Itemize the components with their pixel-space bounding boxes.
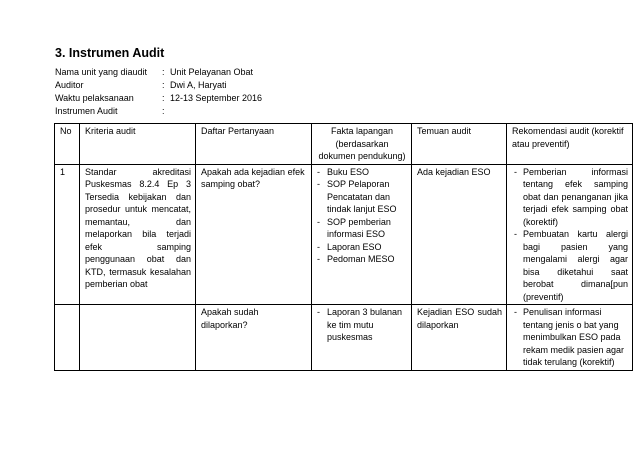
cell-fakta xyxy=(312,305,412,371)
cell-temuan: Kejadian ESO sudah dilaporkan xyxy=(412,305,507,371)
table-row xyxy=(55,305,633,371)
meta-colon: : xyxy=(162,93,165,103)
list-item: - Pedoman MESO xyxy=(317,253,407,266)
list-item: - Buku ESO xyxy=(317,166,407,179)
meta-row-auditor xyxy=(55,79,262,92)
meta-row-unit xyxy=(55,66,262,79)
cell-rekomendasi xyxy=(507,164,633,305)
header-fakta: Fakta lapangan (berdasarkan dokumen pendukung) xyxy=(312,124,412,165)
cell-pertanyaan: Apakah sudah dilaporkan? xyxy=(196,305,312,371)
list-item: - SOP Pelaporan Pencatatan dan tindak lanjut ESO xyxy=(317,178,407,216)
meta-label: Auditor xyxy=(55,80,84,90)
meta-colon: : xyxy=(162,80,165,90)
meta-label: Nama unit yang diaudit xyxy=(55,67,148,77)
cell-no: 1 xyxy=(55,164,80,305)
cell-pertanyaan: Apakah ada kejadian efek samping obat? xyxy=(196,164,312,305)
table-row xyxy=(55,164,633,305)
audit-meta xyxy=(55,66,262,118)
list-item: - SOP pemberian informasi ESO xyxy=(317,216,407,241)
cell-kriteria: Standar akreditasi Puskesmas 8.2.4 Ep 3 Tersedia kebijakan dan prosedur untuk mencatat, memantau, dan melaporkan bila terjadi efek samping penggunaan obat dan KTD, termasuk kesalahan pemberian obat xyxy=(80,164,196,305)
meta-value: Unit Pelayanan Obat xyxy=(170,67,254,77)
cell-temuan: Ada kejadian ESO xyxy=(412,164,507,305)
table-header-row xyxy=(55,124,633,165)
meta-label: Waktu pelaksanaan xyxy=(55,93,134,103)
header-pertanyaan: Daftar Pertanyaan xyxy=(196,124,312,165)
header-temuan: Temuan audit xyxy=(412,124,507,165)
fakta-list xyxy=(317,166,407,266)
meta-row-instrumen xyxy=(55,105,262,118)
header-rekomendasi: Rekomendasi audit (korektif atau preventif) xyxy=(507,124,633,165)
meta-value: 12-13 September 2016 xyxy=(170,93,263,103)
audit-table xyxy=(54,123,633,371)
cell-rekomendasi xyxy=(507,305,633,371)
meta-row-waktu xyxy=(55,92,262,105)
rekomendasi-list xyxy=(512,306,628,369)
header-no: No xyxy=(55,124,80,165)
fakta-list xyxy=(317,306,407,344)
list-item: - Laporan 3 bulanan ke tim mutu puskesmas xyxy=(317,306,407,344)
meta-value: Dwi A, Haryati xyxy=(170,80,227,90)
header-kriteria: Kriteria audit xyxy=(80,124,196,165)
rekomendasi-list xyxy=(512,166,628,304)
list-item: - Pembuatan kartu alergi bagi pasien yang mengalami alergi agar bisa diketahui saat berobat dimana[pun (preventif) xyxy=(512,228,628,303)
list-item: - Laporan ESO xyxy=(317,241,407,254)
list-item: - Penulisan informasi tentang jenis o bat yang menimbulkan ESO pada rekam medik pasien agar tidak terulang (korektif) xyxy=(512,306,628,369)
cell-kriteria xyxy=(80,305,196,371)
cell-no xyxy=(55,305,80,371)
list-item: - Pemberian informasi tentang efek samping obat dan penanganan jika terjadi efek samping obat (korektif) xyxy=(512,166,628,229)
meta-colon: : xyxy=(162,67,165,77)
cell-fakta xyxy=(312,164,412,305)
meta-colon: : xyxy=(162,106,165,116)
section-heading: 3. Instrumen Audit xyxy=(55,46,165,60)
meta-label: Instrumen Audit xyxy=(55,106,118,116)
